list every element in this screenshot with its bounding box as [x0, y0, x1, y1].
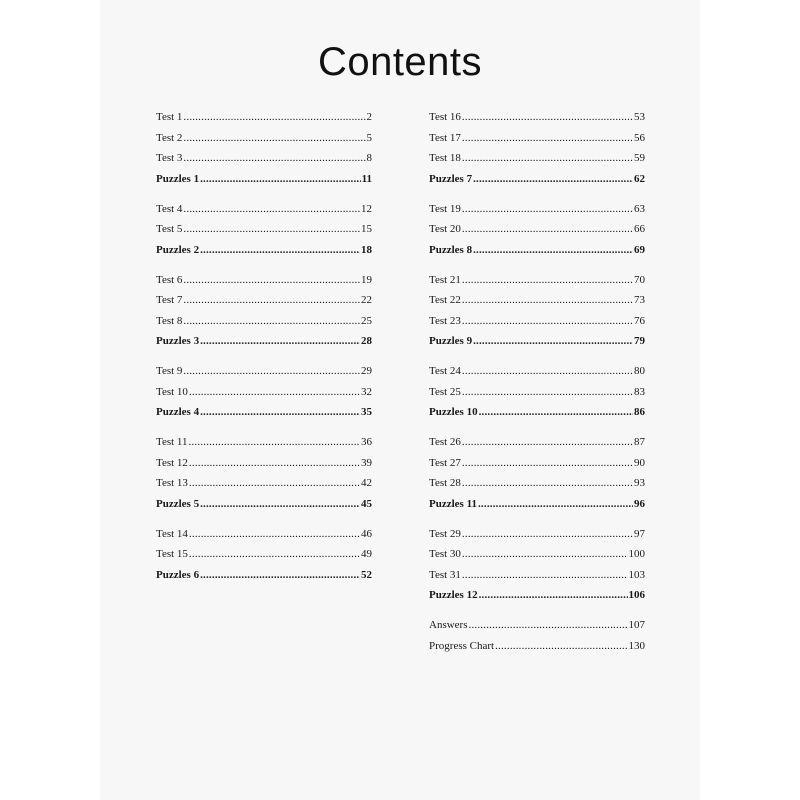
toc-entry-page-number: 12: [361, 202, 372, 215]
toc-entry: [429, 273, 645, 287]
dot-leader: [200, 172, 361, 186]
toc-entry: [429, 568, 645, 582]
toc-entry-page-number: 59: [634, 152, 645, 164]
toc-entry-label: Test 21: [429, 273, 461, 286]
dot-leader: [478, 497, 633, 511]
toc-entry: [429, 364, 645, 378]
dot-leader: [462, 202, 633, 216]
toc-entry-label: Test 28: [429, 477, 461, 489]
toc-entry-label: Test 22: [429, 294, 461, 306]
dot-leader: [183, 222, 360, 236]
dot-leader: [462, 435, 633, 449]
toc-entry-label: Test 15: [156, 548, 188, 560]
toc-entry: [156, 476, 372, 490]
toc-entry-label: Test 6: [156, 273, 183, 286]
dot-leader: [200, 243, 360, 257]
toc-entry-label: Test 11: [156, 436, 188, 448]
toc-entry-label: Test 7: [156, 294, 183, 306]
toc-entry: [429, 476, 645, 490]
dot-leader: [183, 314, 360, 328]
toc-entry-label: Test 19: [429, 202, 461, 215]
toc-section-entry: [429, 243, 645, 257]
dot-leader: [462, 222, 633, 236]
toc-entry-page-number: 66: [634, 223, 645, 235]
dot-leader: [183, 151, 365, 165]
toc-section-entry: [429, 405, 645, 419]
toc-entry-label: Test 3: [156, 152, 183, 164]
toc-entry-page-number: 106: [628, 589, 645, 601]
toc-entry-label: Test 20: [429, 223, 461, 235]
toc-entry-page-number: 70: [634, 273, 645, 286]
toc-entry-label: Test 17: [429, 131, 461, 144]
toc-entry-page-number: 42: [361, 477, 372, 489]
dot-leader: [183, 131, 365, 145]
toc-entry-page-number: 86: [634, 406, 645, 418]
toc-entry: [429, 527, 645, 541]
toc-section-entry: [156, 497, 372, 511]
dot-leader: [462, 293, 633, 307]
toc-entry-label: Test 13: [156, 477, 188, 489]
toc-entry: [156, 314, 372, 328]
toc-entry: [429, 293, 645, 307]
toc-entry-label: Test 30: [429, 548, 461, 560]
toc-entry-page-number: 103: [628, 568, 645, 581]
toc-entry-label: Test 4: [156, 202, 183, 215]
dot-leader: [462, 476, 633, 490]
toc-entry-label: Puzzles 12: [429, 589, 478, 601]
contents-column-right: [429, 110, 645, 659]
toc-entry: [429, 618, 645, 632]
dot-leader: [183, 110, 365, 124]
dot-leader: [189, 476, 360, 490]
dot-leader: [469, 618, 628, 632]
dot-leader: [462, 364, 633, 378]
toc-entry-page-number: 76: [634, 314, 645, 327]
toc-entry-page-number: 8: [366, 152, 372, 164]
toc-entry-label: Answers: [429, 619, 468, 631]
toc-entry-page-number: 73: [634, 294, 645, 306]
toc-entry-label: Puzzles 5: [156, 497, 200, 510]
toc-entry-page-number: 32: [361, 385, 372, 398]
dot-leader: [183, 273, 360, 287]
toc-entry: [156, 456, 372, 470]
toc-entry-page-number: 69: [634, 243, 645, 256]
toc-entry: [156, 364, 372, 378]
dot-leader: [462, 456, 633, 470]
toc-entry-page-number: 46: [361, 527, 372, 540]
toc-entry: [156, 131, 372, 145]
toc-entry-label: Puzzles 2: [156, 243, 200, 256]
toc-entry: [156, 527, 372, 541]
toc-entry-page-number: 18: [361, 243, 372, 256]
toc-section-entry: [156, 568, 372, 582]
toc-entry: [429, 385, 645, 399]
toc-entry-label: Test 25: [429, 385, 461, 398]
toc-entry-label: Puzzles 10: [429, 406, 478, 418]
toc-entry: [156, 202, 372, 216]
dot-leader: [473, 172, 633, 186]
toc-entry-page-number: 11: [361, 172, 372, 185]
toc-entry-page-number: 28: [361, 335, 372, 347]
toc-entry-page-number: 35: [361, 406, 372, 418]
toc-entry-label: Test 29: [429, 527, 461, 540]
toc-entry-page-number: 15: [361, 223, 372, 235]
dot-leader: [473, 334, 633, 348]
toc-entry-page-number: 93: [634, 477, 645, 489]
toc-entry: [156, 222, 372, 236]
toc-entry-page-number: 36: [361, 436, 372, 448]
toc-entry-label: Test 24: [429, 365, 461, 377]
dot-leader: [189, 456, 360, 470]
dot-leader: [200, 568, 360, 582]
toc-entry-page-number: 100: [628, 548, 645, 560]
toc-entry: [156, 385, 372, 399]
toc-entry-page-number: 97: [634, 527, 645, 540]
dot-leader: [183, 364, 360, 378]
toc-entry-label: Test 10: [156, 385, 188, 398]
toc-entry-page-number: 80: [634, 365, 645, 377]
toc-entry: [429, 131, 645, 145]
toc-entry-label: Test 5: [156, 223, 183, 235]
toc-entry-page-number: 19: [361, 273, 372, 286]
toc-section-entry: [156, 405, 372, 419]
toc-entry-page-number: 87: [634, 436, 645, 448]
toc-entry-page-number: 63: [634, 202, 645, 215]
toc-section-entry: [429, 334, 645, 348]
dot-leader: [462, 314, 633, 328]
toc-entry-label: Test 16: [429, 111, 461, 123]
toc-entry-page-number: 130: [628, 639, 645, 652]
dot-leader: [189, 385, 360, 399]
toc-entry-label: Test 27: [429, 456, 461, 469]
toc-entry: [429, 456, 645, 470]
toc-section-entry: [429, 497, 645, 511]
toc-entry: [156, 273, 372, 287]
toc-section-entry: [429, 588, 645, 602]
toc-entry-label: Puzzles 4: [156, 406, 200, 418]
toc-entry-label: Puzzles 6: [156, 568, 200, 581]
dot-leader: [183, 293, 360, 307]
dot-leader: [462, 110, 633, 124]
dot-leader: [462, 527, 633, 541]
toc-section-entry: [429, 172, 645, 186]
dot-leader: [479, 405, 633, 419]
dot-leader: [200, 497, 360, 511]
toc-entry-label: Puzzles 9: [429, 335, 473, 347]
toc-entry-label: Test 9: [156, 365, 183, 377]
toc-entry-label: Test 8: [156, 314, 183, 327]
toc-entry-page-number: 53: [634, 111, 645, 123]
toc-entry: [429, 151, 645, 165]
toc-entry-label: Puzzles 8: [429, 243, 473, 256]
toc-entry: [429, 435, 645, 449]
toc-entry-label: Puzzles 3: [156, 335, 200, 347]
toc-entry-label: Progress Chart: [429, 639, 495, 652]
toc-entry: [429, 639, 645, 653]
toc-entry-label: Test 12: [156, 456, 188, 469]
toc-entry-page-number: 5: [366, 131, 372, 144]
toc-entry-label: Test 31: [429, 568, 461, 581]
toc-entry: [429, 547, 645, 561]
toc-entry-page-number: 2: [366, 111, 372, 123]
toc-entry-page-number: 96: [634, 497, 645, 510]
dot-leader: [462, 547, 628, 561]
toc-entry: [156, 547, 372, 561]
toc-entry: [156, 293, 372, 307]
dot-leader: [473, 243, 633, 257]
toc-entry-label: Test 1: [156, 111, 183, 123]
toc-entry-page-number: 52: [361, 568, 372, 581]
toc-entry: [429, 110, 645, 124]
toc-entry: [156, 151, 372, 165]
toc-entry-label: Test 14: [156, 527, 188, 540]
dot-leader: [189, 527, 360, 541]
toc-entry-page-number: 39: [361, 456, 372, 469]
dot-leader: [189, 435, 360, 449]
toc-entry-page-number: 49: [361, 548, 372, 560]
page-title: Contents: [317, 40, 483, 84]
dot-leader: [462, 273, 633, 287]
dot-leader: [479, 588, 628, 602]
toc-entry: [156, 435, 372, 449]
toc-entry: [429, 202, 645, 216]
toc-entry-label: Test 18: [429, 152, 461, 164]
dot-leader: [462, 568, 628, 582]
dot-leader: [200, 334, 360, 348]
toc-entry-page-number: 90: [634, 456, 645, 469]
toc-entry-label: Puzzles 7: [429, 172, 473, 185]
toc-entry-page-number: 83: [634, 385, 645, 398]
toc-section-entry: [156, 334, 372, 348]
toc-entry-page-number: 56: [634, 131, 645, 144]
toc-entry: [429, 314, 645, 328]
toc-section-entry: [156, 172, 372, 186]
toc-entry-page-number: 62: [634, 172, 645, 185]
dot-leader: [200, 405, 360, 419]
toc-entry-page-number: 45: [361, 497, 372, 510]
dot-leader: [462, 385, 633, 399]
toc-entry-label: Test 2: [156, 131, 183, 144]
toc-entry-page-number: 29: [361, 365, 372, 377]
contents-column-left: [156, 110, 372, 598]
toc-entry-page-number: 25: [361, 314, 372, 327]
toc-entry-label: Test 23: [429, 314, 461, 327]
toc-entry-label: Test 26: [429, 436, 461, 448]
dot-leader: [462, 131, 633, 145]
toc-entry: [156, 110, 372, 124]
toc-section-entry: [156, 243, 372, 257]
toc-entry-page-number: 79: [634, 335, 645, 347]
toc-entry-label: Puzzles 1: [156, 172, 200, 185]
dot-leader: [183, 202, 360, 216]
toc-entry: [429, 222, 645, 236]
toc-entry-label: Puzzles 11: [429, 497, 477, 510]
dot-leader: [189, 547, 360, 561]
dot-leader: [462, 151, 633, 165]
toc-entry-page-number: 107: [628, 619, 645, 631]
dot-leader: [495, 639, 627, 653]
toc-entry-page-number: 22: [361, 294, 372, 306]
